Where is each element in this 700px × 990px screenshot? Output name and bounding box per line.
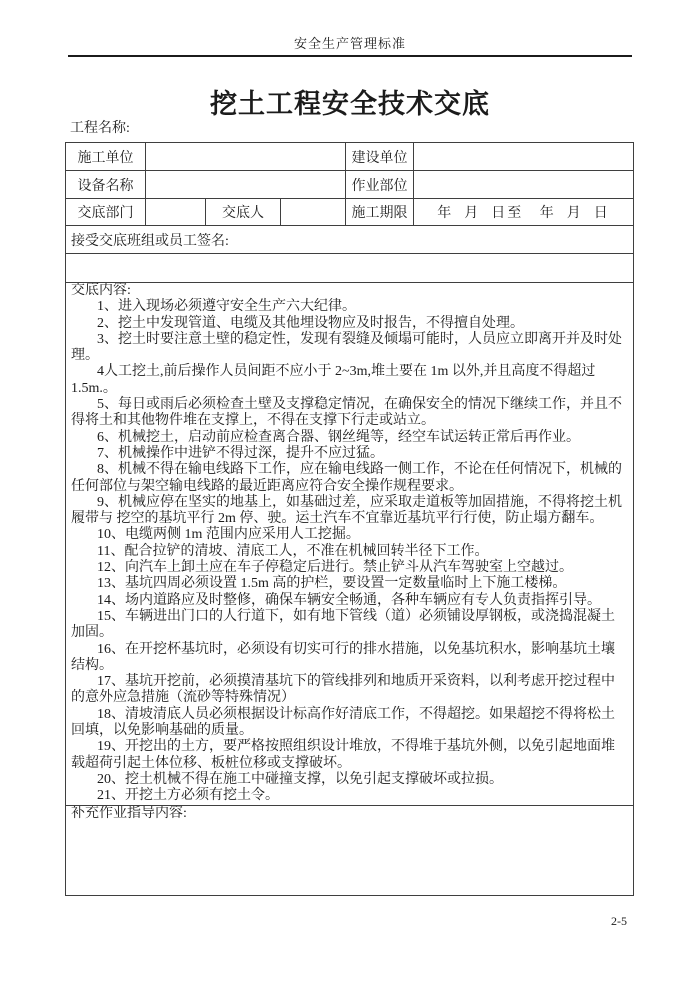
equipment-name-value xyxy=(146,171,346,199)
disclosure-item: 8、机械不得在输电线路下工作，应在输电线路一侧工作，不论在任何情况下，机械的任何部位与架空输电线路的最近距离应符合安全操作规程要求。 xyxy=(71,462,622,494)
disclosure-item: 16、在开挖杯基坑时，必须设有切实可行的排水措施，以免基坑积水，影响基坑土壤结构。 xyxy=(71,641,615,673)
disclosure-item: 4人工挖土,前后操作人员间距不应小于 2~3m,堆土要在 1m 以外,并且高度不得超过 1.5m.。 xyxy=(71,364,596,396)
disclosure-item: 9、机械应停在坚实的地基上，如基础过差，应采取走道板等加固措施，不得将挖土机履带与 挖空的基坑平行 2m 停、驶。运土汽车不宜靠近基坑平行行使，防止塌方翻车。 xyxy=(71,494,622,527)
disclosure-item: 17、基坑开挖前，必须摸清基坑下的管线排列和地质开采资料，以利考虑开挖过程中的意外应急措施（流砂等特殊情况） xyxy=(71,674,615,706)
client-unit-label: 建设单位 xyxy=(346,143,414,171)
table-row xyxy=(66,254,634,283)
disclosure-item: 13、基坑四周必须设置 1.5m 高的护栏，要设置一定数量临时上下施工楼梯。 xyxy=(97,576,567,592)
disclosure-item: 12、向汽车上卸土应在车子停稳定后进行。禁止铲斗从汽车驾驶室上空越过。 xyxy=(97,560,573,576)
discloser-value xyxy=(281,199,346,226)
table-row xyxy=(66,805,634,895)
disclosing-department-label: 交底部门 xyxy=(66,199,146,226)
disclosure-item: 18、清坡清底人员必须根据设计标高作好清底工作，不得超挖。如果超挖不得将松土回填，以免影响基础的质量。 xyxy=(71,706,615,739)
disclosure-item: 11、配合拉铲的清坡、清底工人，不准在机械回转半径下工作。 xyxy=(97,543,489,559)
document-title: 挖土工程安全技术交底 xyxy=(210,89,490,119)
construction-period-value: 年 月 日至 年 月 日 xyxy=(414,199,634,226)
disclosure-item: 10、电缆两侧 1m 范围内应采用人工挖掘。 xyxy=(97,527,360,543)
signature-blank-row xyxy=(66,254,634,283)
disclosure-form-table xyxy=(65,142,634,896)
disclosure-item: 21、开挖土方必须有挖土令。 xyxy=(97,788,279,804)
disclosure-item: 14、场内道路应及时整修，确保车辆安全畅通，各种车辆应有专人负责指挥引导。 xyxy=(97,592,601,608)
client-unit-value xyxy=(414,143,634,171)
project-name-label: 工程名称: xyxy=(70,121,130,136)
construction-unit-value xyxy=(146,143,346,171)
disclosure-item: 15、车辆进出门口的人行道下，如有地下管线（道）必须铺设厚钢板，或浇捣混凝土加固。 xyxy=(71,608,615,641)
disclosure-item: 3、挖土时要注意土壁的稳定性，发现有裂缝及倾塌可能时，人员应立即离开并及时处理。 xyxy=(71,331,622,364)
table-row xyxy=(66,283,634,806)
supplement-heading: 补充作业指导内容: xyxy=(71,805,187,821)
work-location-label: 作业部位 xyxy=(346,171,414,199)
table-row xyxy=(66,143,634,171)
disclosure-item: 19、开挖出的土方，要严格按照组织设计堆放，不得堆于基坑外侧，以免引起地面堆载超荷引起土体位移、板桩位移或支撑破坏。 xyxy=(71,739,615,771)
work-location-value xyxy=(414,171,634,199)
header-divider xyxy=(68,55,632,57)
disclosure-item: 6、机械挖土，启动前应检查离合器、钢丝绳等，经空车试运转正常后再作业。 xyxy=(97,429,580,445)
disclosure-item: 2、挖土中发现管道、电缆及其他埋设物应及时报告，不得擅自处理。 xyxy=(97,315,524,331)
disclosure-item: 1、进入现场必须遵守安全生产六大纪律。 xyxy=(97,299,356,315)
construction-period-label: 施工期限 xyxy=(346,199,414,226)
page-number: 2-5 xyxy=(611,914,627,928)
discloser-label: 交底人 xyxy=(206,199,281,226)
disclosure-item: 7、机械操作中进铲不得过深，提升不应过猛。 xyxy=(97,445,384,461)
table-row xyxy=(66,199,634,226)
disclosure-item: 5、每日或雨后必须检查土壁及支撑稳定情况，在确保安全的情况下继续工作，并且不得将土和其他物件堆在支撑上，不得在支撑下行走或站立。 xyxy=(71,397,622,429)
table-row xyxy=(66,226,634,254)
disclosure-item: 20、挖土机械不得在施工中碰撞支撑，以免引起支撑破坏或拉损。 xyxy=(97,771,503,787)
disclosing-department-value xyxy=(146,199,206,226)
document-header-text: 安全生产管理标准 xyxy=(293,36,406,51)
supplement-content-cell xyxy=(66,805,634,895)
signature-row-label: 接受交底班组或员工签名: xyxy=(66,226,634,254)
equipment-name-label: 设备名称 xyxy=(66,171,146,199)
construction-unit-label: 施工单位 xyxy=(66,143,146,171)
disclosure-content-cell xyxy=(66,283,634,806)
disclosure-content-heading: 交底内容: xyxy=(71,283,131,298)
table-row xyxy=(66,171,634,199)
